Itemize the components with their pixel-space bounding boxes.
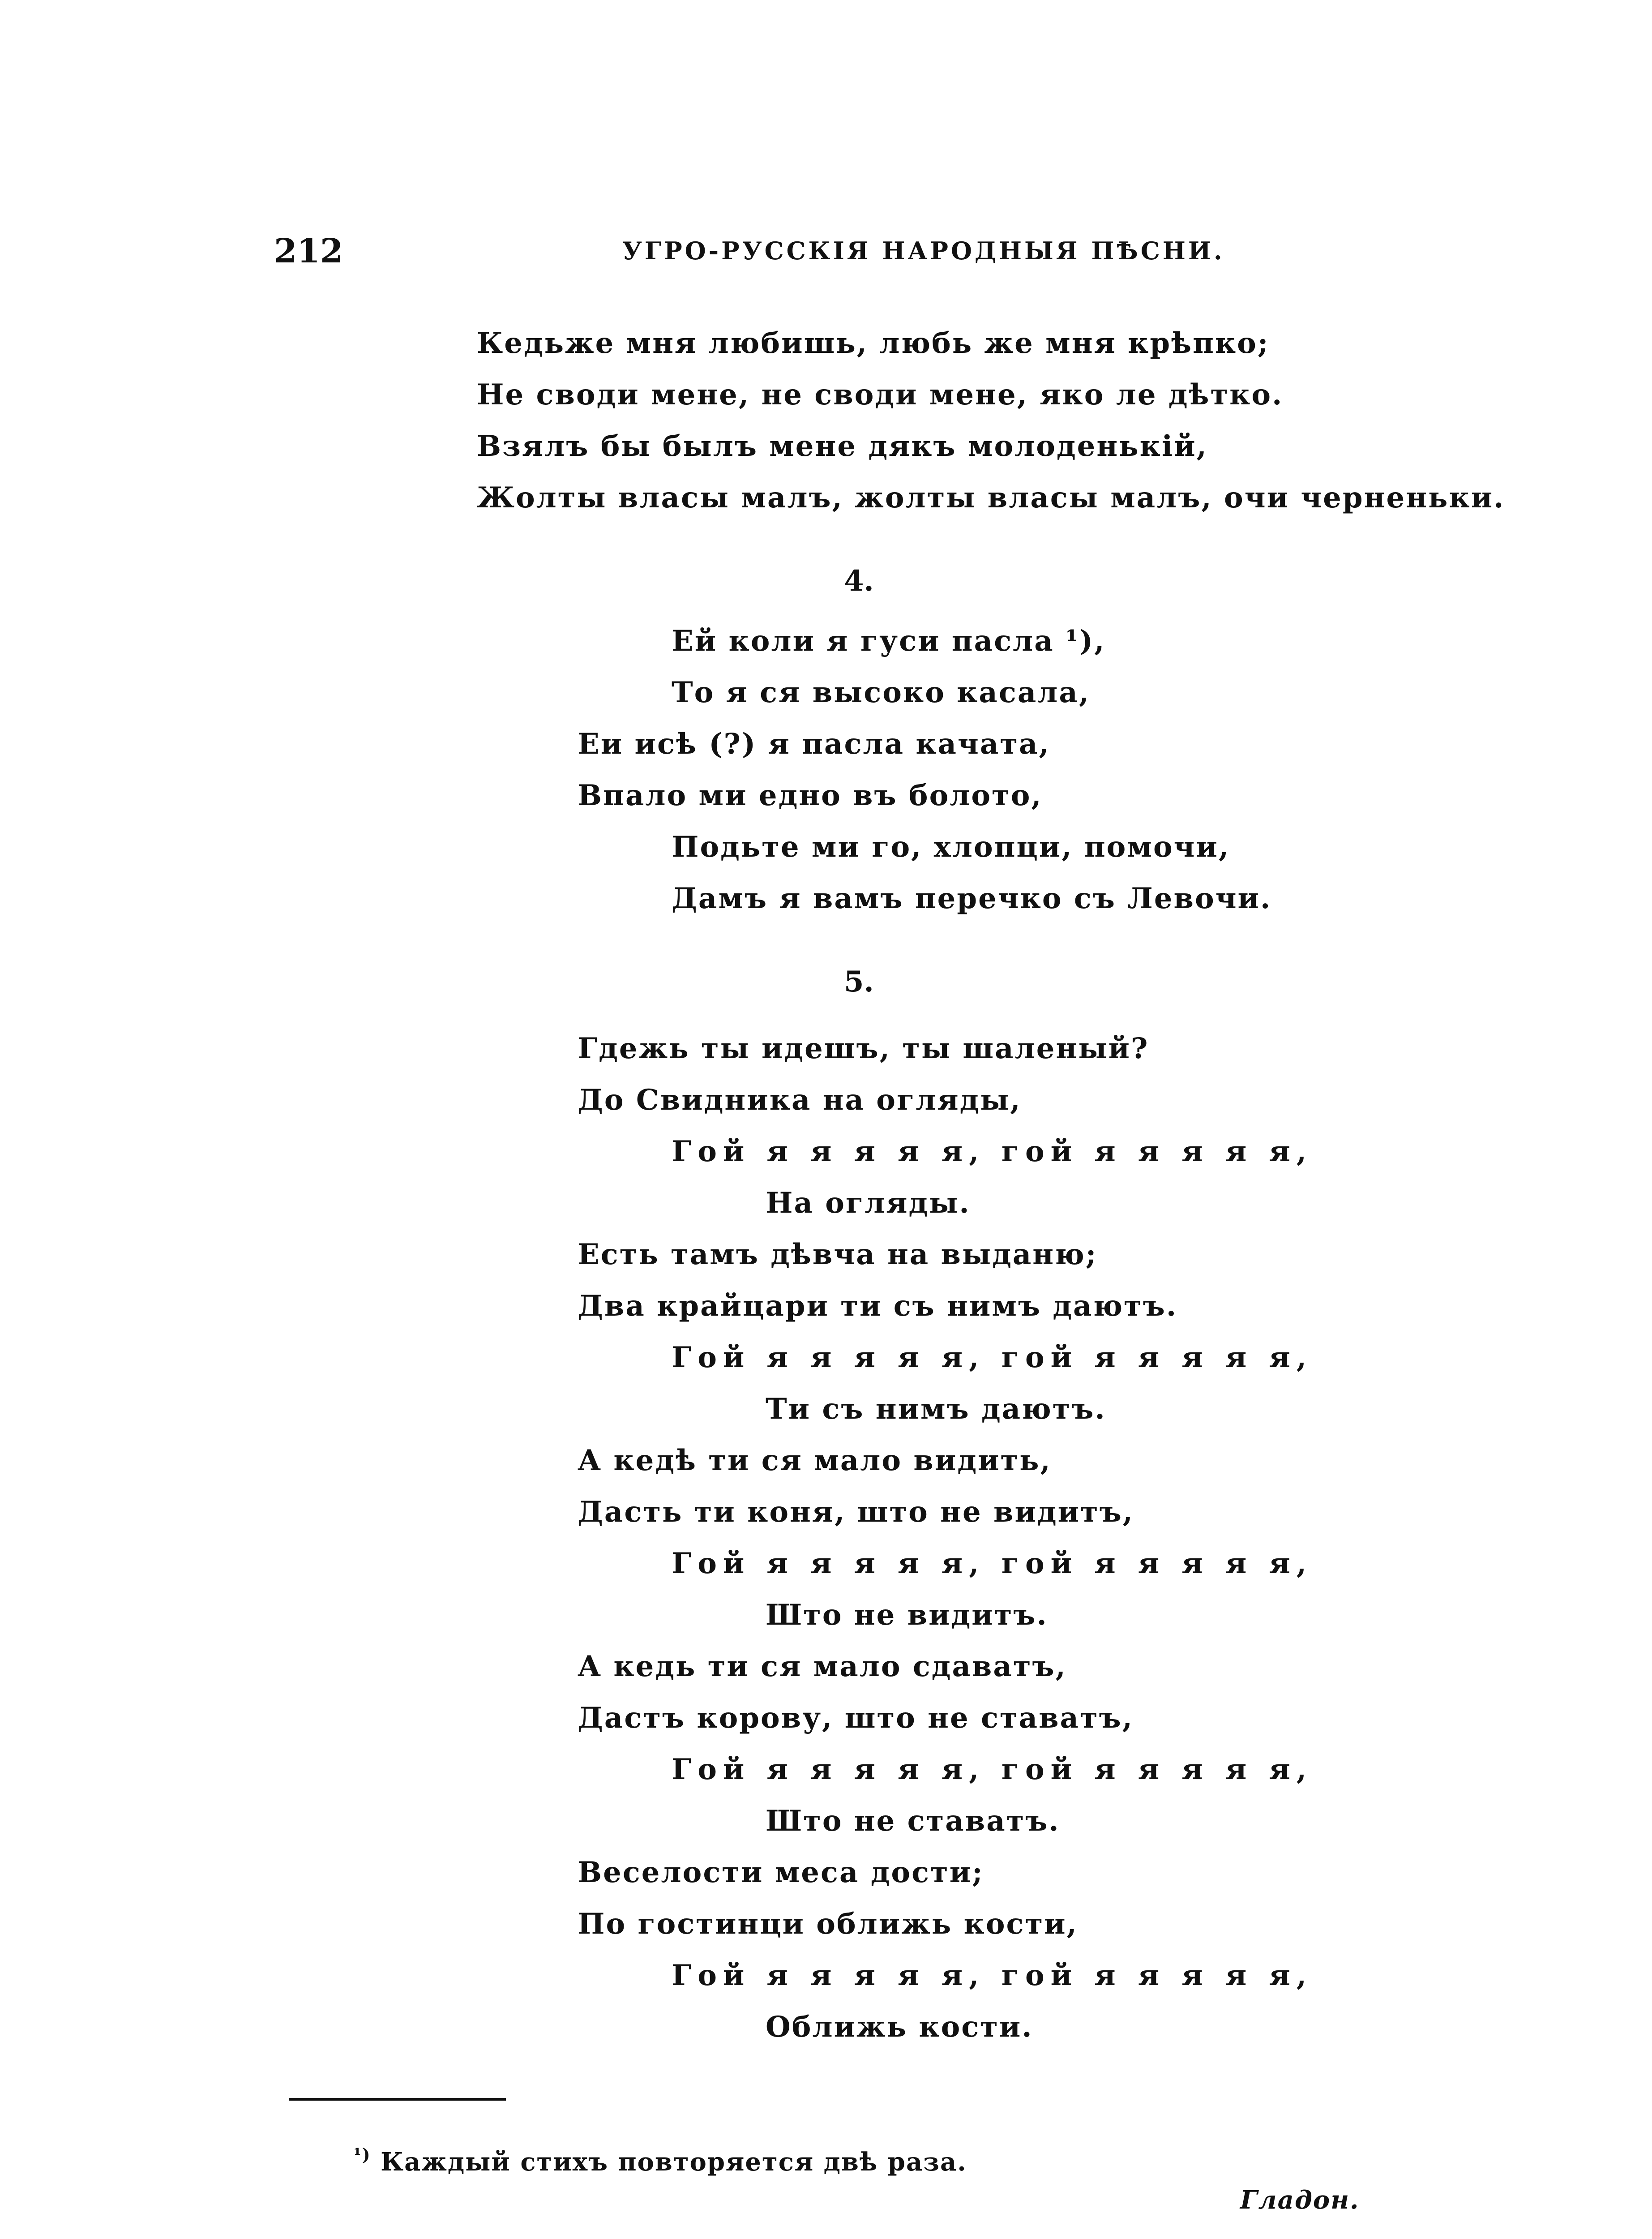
verse-line: Еи исѣ (?) я пасла качата, <box>578 727 1050 761</box>
verse-line: Веселости меса дости; <box>578 1856 984 1889</box>
refrain-line: Гой я я я я я, гой я я я я я, <box>672 1135 1313 1168</box>
verse-line: Кедьже мня любишь, любь же мня крѣпко; <box>477 326 1270 360</box>
verse-line: Подьте ми го, хлопци, помочи, <box>672 830 1230 864</box>
refrain-line: Гой я я я я я, гой я я я я я, <box>672 1959 1313 1992</box>
verse-line: А кедь ти ся мало сдаватъ, <box>578 1650 1067 1683</box>
verse-line: Не своди мене, не своди мене, яко ле дѣтко. <box>477 378 1284 412</box>
song-number: 4. <box>844 564 874 598</box>
footnote <box>354 2147 967 2177</box>
verse-line: По гостинци оближь кости, <box>578 1907 1078 1941</box>
refrain-tail: Што не видитъ. <box>766 1598 1048 1632</box>
collector-signature: Гладон. <box>1240 2185 1360 2215</box>
refrain-line: Гой я я я я я, гой я я я я я, <box>672 1547 1313 1580</box>
verse-line: Впало ми едно въ болото, <box>578 779 1043 812</box>
refrain-tail: На огляды. <box>766 1186 971 1220</box>
page-number: 212 <box>274 232 343 270</box>
verse-line: Жолты власы малъ, жолты власы малъ, очи черненьки. <box>477 481 1505 515</box>
verse-line: Дасть ти коня, што не видитъ, <box>578 1495 1134 1529</box>
verse-line: Взялъ бы былъ мене дякъ молоденькій, <box>477 429 1208 463</box>
footnote-rule <box>289 2098 506 2101</box>
song-number: 5. <box>844 965 874 999</box>
verse-line: То я ся высоко касала, <box>672 676 1091 709</box>
refrain-tail: Оближь кости. <box>766 2010 1033 2044</box>
footnote-marker: ¹) <box>354 2145 371 2165</box>
refrain-tail: Што не ставатъ. <box>766 1804 1060 1838</box>
verse-line: Дастъ корову, што не ставатъ, <box>578 1701 1134 1735</box>
verse-line: Два крайцари ти съ нимъ даютъ. <box>578 1289 1178 1323</box>
verse-line: Гдежь ты идешъ, ты шаленый? <box>578 1032 1149 1065</box>
refrain-tail: Ти съ нимъ даютъ. <box>766 1392 1106 1426</box>
verse-line: Ей коли я гуси пасла ¹), <box>672 624 1106 658</box>
refrain-line: Гой я я я я я, гой я я я я я, <box>672 1753 1313 1786</box>
verse-line: До Свидника на огляды, <box>578 1083 1022 1117</box>
refrain-line: Гой я я я я я, гой я я я я я, <box>672 1341 1313 1374</box>
footnote-text: Каждый стихъ повторяется двѣ раза. <box>381 2147 967 2177</box>
running-title: УГРО-РУССКІЯ НАРОДНЫЯ ПѢСНИ. <box>622 236 1225 265</box>
verse-line: Дамъ я вамъ перечко съ Левочи. <box>672 882 1272 915</box>
verse-line: А кедѣ ти ся мало видить, <box>578 1444 1052 1477</box>
verse-line: Есть тамъ дѣвча на выданю; <box>578 1238 1098 1271</box>
